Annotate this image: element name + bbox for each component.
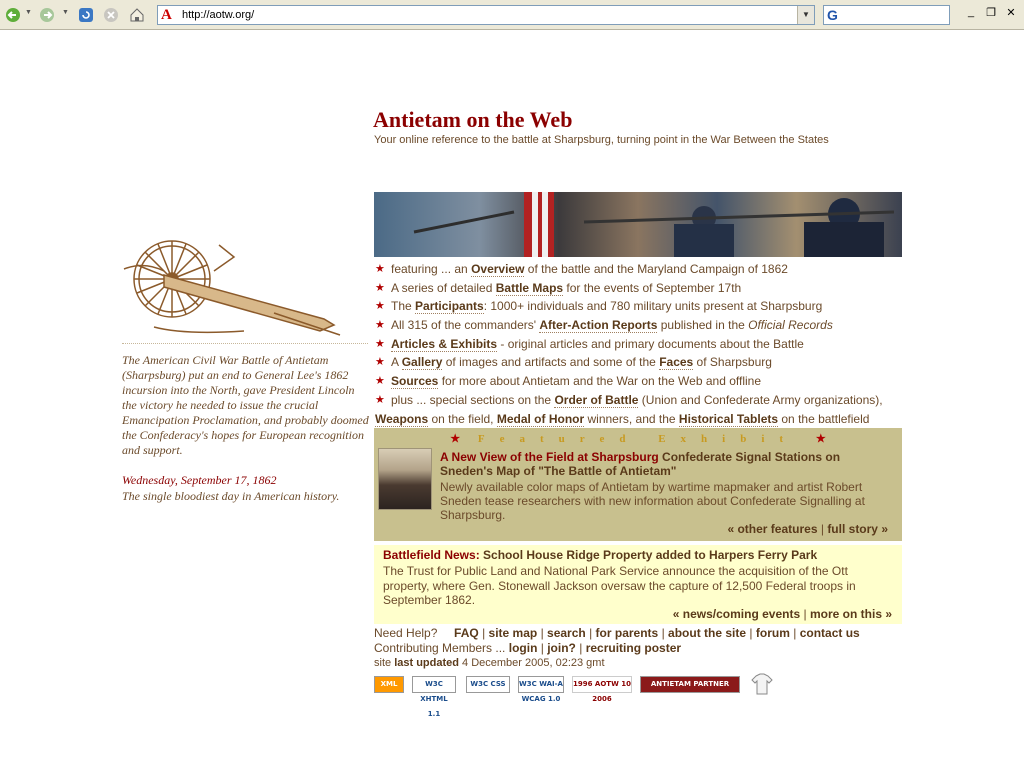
link-battle-maps[interactable]: Battle Maps — [495, 280, 564, 295]
forward-dropdown-icon[interactable]: ▼ — [62, 9, 69, 16]
browser-toolbar — [0, 0, 1024, 30]
sidebar-date: Wednesday, September 17, 1862 — [122, 473, 277, 487]
shirt-icon[interactable] — [750, 672, 774, 696]
link-weapons[interactable]: Weapons — [375, 411, 429, 426]
link-join[interactable]: join? — [547, 641, 576, 655]
css-validator-badge[interactable]: W3C CSS — [466, 676, 510, 693]
link-contact-us[interactable]: contact us — [799, 626, 860, 640]
stop-icon[interactable] — [102, 5, 120, 25]
page-content — [0, 31, 1024, 768]
star-icon: ★ — [815, 433, 826, 445]
star-bullet-icon: ★ — [375, 300, 385, 313]
address-bar[interactable] — [157, 5, 815, 25]
star-bullet-icon: ★ — [375, 337, 385, 350]
exhibit-description: Newly available color maps of Antietam by wartime mapmaker and artist Robert Sneden tease researchers with new information about Confederate Signalling at Sharpsburg. — [440, 480, 865, 522]
link-faq[interactable]: FAQ — [454, 626, 479, 640]
link-articles-exhibits[interactable]: Articles & Exhibits — [391, 336, 498, 351]
list-item: ★ A series of detailed Battle Maps for the events of September 17th — [374, 279, 904, 298]
sidebar-divider — [122, 343, 368, 344]
address-url[interactable]: http://aotw.org/ — [182, 9, 255, 21]
list-item-continued: Weapons on the field, Medal of Honor winners, and the Historical Tablets on the battlefield — [375, 411, 870, 426]
site-favicon-icon: A — [161, 7, 172, 23]
battle-banner-image — [374, 192, 902, 257]
star-bullet-icon: ★ — [375, 263, 385, 275]
features-list — [374, 260, 904, 428]
list-item: ★ The Participants: 1000+ individuals and 780 military units present at Sharpsburg — [374, 297, 904, 316]
star-icon: ★ — [450, 433, 461, 445]
exhibit-links: « other features | full story » — [727, 522, 888, 536]
sidebar-subtitle: The single bloodiest day in American history. — [122, 489, 340, 503]
other-features-link[interactable]: « other features — [727, 522, 818, 536]
link-participants[interactable]: Participants — [415, 299, 484, 314]
search-box[interactable] — [823, 5, 950, 25]
site-title: Antietam on the Web — [373, 107, 573, 132]
link-medal-of-honor[interactable]: Medal of Honor — [496, 411, 585, 426]
antietam-partner-badge[interactable]: ANTIETAM PARTNER — [640, 676, 740, 693]
link-forum[interactable]: forum — [755, 626, 790, 640]
aotw-anniversary-badge[interactable]: 1996 AOTW 10 2006 — [572, 676, 632, 693]
address-dropdown-icon[interactable]: ▼ — [797, 6, 814, 24]
link-sources[interactable]: Sources — [391, 374, 439, 389]
forward-arrow-icon[interactable] — [38, 5, 56, 25]
google-search-icon[interactable]: G — [827, 7, 838, 23]
list-item: ★ featuring ... an Overview of the battle and the Maryland Campaign of 1862 — [374, 260, 904, 279]
link-for-parents[interactable]: for parents — [595, 626, 659, 640]
star-bullet-icon: ★ — [375, 375, 385, 388]
star-bullet-icon: ★ — [375, 281, 385, 294]
help-row: Need Help? FAQ | site map | search | for parents | about the site | forum | contact us — [374, 626, 860, 640]
list-item: ★ All 315 of the commanders' After-Action Reports published in the Official Records — [374, 316, 904, 335]
home-icon[interactable] — [128, 5, 146, 25]
link-search[interactable]: search — [547, 626, 586, 640]
news-links: « news/coming events | more on this » — [672, 607, 892, 621]
close-icon[interactable]: ✕ — [1006, 7, 1016, 19]
list-item: ★ Sources for more about Antietam and the War on the Web and offline — [374, 372, 904, 391]
battlefield-news — [374, 545, 902, 624]
featured-exhibit — [374, 428, 902, 541]
star-bullet-icon: ★ — [375, 319, 385, 332]
link-gallery[interactable]: Gallery — [401, 355, 443, 370]
members-row: Contributing Members ... login | join? | recruiting poster — [374, 641, 682, 655]
restore-icon[interactable]: ❐ — [986, 7, 996, 19]
link-order-of-battle[interactable]: Order of Battle — [554, 392, 639, 407]
exhibit-title[interactable]: A New View of the Field at Sharpsburg Confederate Signal Stations on Sneden's Map of "The Battle of Antietam" — [440, 450, 841, 478]
last-updated: site last updated 4 December 2005, 02:23 gmt — [374, 657, 605, 669]
star-bullet-icon: ★ — [375, 356, 385, 369]
link-overview[interactable]: Overview — [471, 262, 525, 276]
link-recruiting-poster[interactable]: recruiting poster — [585, 641, 682, 655]
link-after-action-reports[interactable]: After-Action Reports — [539, 318, 658, 333]
link-site-map[interactable]: site map — [488, 626, 538, 640]
link-login[interactable]: login — [508, 641, 538, 655]
xhtml-validator-badge[interactable]: W3C XHTML 1.1 — [412, 676, 456, 693]
list-item: ★ Articles & Exhibits - original articles and primary documents about the Battle — [374, 335, 904, 354]
link-last-updated[interactable]: last updated — [394, 657, 459, 669]
star-bullet-icon: ★ — [375, 393, 385, 406]
refresh-icon[interactable] — [77, 5, 95, 25]
sidebar-description: The American Civil War Battle of Antietam (Sharpsburg) put an end to General Lee's 1862 incursion into the North, gave President Lincoln the victory he needed to issue the crucial Emancipation Proclamation, and probably doomed the Confederacy's hopes for European recognition and support. — [122, 353, 369, 457]
site-tagline: Your online reference to the battle at Sharpsburg, turning point in the War Between the States — [374, 134, 829, 146]
link-faces[interactable]: Faces — [659, 355, 694, 370]
wcag-badge[interactable]: W3C WAI-A WCAG 1.0 — [518, 676, 564, 693]
exhibit-portrait-image[interactable] — [378, 448, 432, 510]
xml-badge[interactable]: XML — [374, 676, 404, 693]
back-dropdown-icon[interactable]: ▼ — [25, 9, 32, 16]
link-historical-tablets[interactable]: Historical Tablets — [678, 411, 779, 426]
link-about-the-site[interactable]: about the site — [668, 626, 747, 640]
minimize-icon[interactable]: _ — [967, 6, 975, 18]
more-on-this-link[interactable]: more on this » — [809, 607, 892, 621]
back-arrow-icon[interactable] — [4, 5, 22, 25]
news-events-link[interactable]: « news/coming events — [672, 607, 801, 621]
full-story-link[interactable]: full story » — [827, 522, 888, 536]
news-description: The Trust for Public Land and National Park Service announce the acquisition of the Ott property, where Gen. Stonewall Jackson oversaw the capture of 12,500 Federal troops in September 1862. — [383, 564, 856, 607]
news-title[interactable]: Battlefield News: School House Ridge Property added to Harpers Ferry Park — [383, 548, 818, 562]
cannon-illustration — [124, 231, 348, 341]
list-item: ★ A Gallery of images and artifacts and some of the Faces of Sharpsburg — [374, 353, 904, 372]
window-controls — [964, 6, 1018, 19]
list-item: ★ plus ... special sections on the Order of Battle (Union and Confederate Army organizations), — [374, 391, 904, 410]
featured-exhibit-heading: ★ Featured Exhibit ★ — [450, 433, 826, 445]
